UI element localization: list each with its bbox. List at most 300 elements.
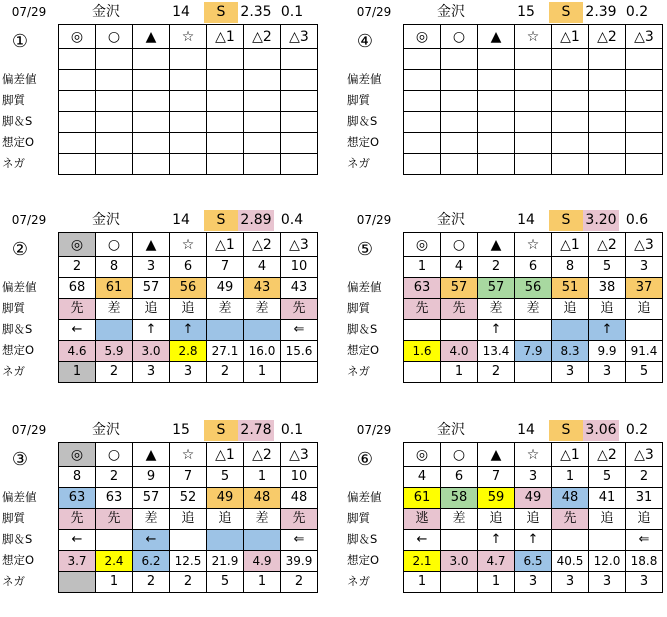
table-cell: 2 — [96, 467, 133, 488]
table-cell — [626, 70, 663, 91]
table-cell: ↑ — [133, 320, 170, 341]
table-cell: 63 — [404, 278, 441, 299]
mark-header-cell: ○ — [441, 233, 478, 257]
table-cell: 7 — [207, 257, 244, 278]
table-cell — [478, 70, 515, 91]
table-cell: 3 — [552, 362, 589, 383]
table-cell: 追 — [133, 299, 170, 320]
table-cell — [404, 133, 441, 154]
table-cell — [552, 530, 589, 551]
table-cell: 21.9 — [207, 551, 244, 572]
table-cell: 2 — [133, 572, 170, 593]
table-cell: 2 — [281, 572, 318, 593]
table-cell: 57 — [441, 278, 478, 299]
row-label: 脚＆S — [347, 114, 378, 128]
table-cell: 9 — [133, 467, 170, 488]
mark-header-cell: △2 — [244, 443, 281, 467]
table-cell: 1 — [404, 572, 441, 593]
table-cell — [441, 91, 478, 112]
table-cell — [59, 49, 96, 70]
mark-header-cell: ☆ — [170, 233, 207, 257]
table-cell: ↑ — [515, 530, 552, 551]
table-cell: 6.2 — [133, 551, 170, 572]
table-cell: ← — [59, 530, 96, 551]
table-cell — [244, 530, 281, 551]
table-cell: ← — [133, 530, 170, 551]
panel-number-mark: ② — [11, 239, 29, 260]
table-cell — [96, 49, 133, 70]
table-cell: 48 — [244, 488, 281, 509]
grade-badge: S — [204, 2, 238, 23]
mark-header-cell: ◎ — [404, 25, 441, 49]
panel-header — [345, 418, 667, 440]
table-cell: 差 — [96, 299, 133, 320]
table-cell: 49 — [207, 278, 244, 299]
table-cell: 追 — [552, 299, 589, 320]
row-label: 脚質 — [347, 93, 370, 107]
table-cell — [281, 362, 318, 383]
row-label: 偏差値 — [347, 72, 382, 86]
table-cell — [404, 154, 441, 175]
table-row — [59, 257, 318, 278]
table-cell: 27.1 — [207, 341, 244, 362]
table-cell — [626, 154, 663, 175]
table-cell — [96, 154, 133, 175]
table-cell: 39.9 — [281, 551, 318, 572]
panel-header — [0, 0, 330, 22]
table-cell — [170, 49, 207, 70]
table-cell: 8 — [59, 467, 96, 488]
table-row — [404, 299, 663, 320]
mark-header-cell: △1 — [552, 233, 589, 257]
mark-row — [404, 233, 663, 257]
table-cell — [96, 320, 133, 341]
table-cell: ← — [404, 530, 441, 551]
value-1: 2.35 — [240, 4, 272, 20]
table-cell — [244, 112, 281, 133]
mark-header-cell: △3 — [626, 443, 663, 467]
panel-header — [345, 208, 667, 230]
value-2: 0.2 — [625, 4, 649, 20]
table-cell: 8 — [96, 257, 133, 278]
table-row — [404, 320, 663, 341]
row-label: 想定O — [2, 135, 35, 149]
table-cell: 38 — [589, 278, 626, 299]
row-label: 脚質 — [347, 511, 370, 525]
table-cell: 37 — [626, 278, 663, 299]
table-cell — [207, 112, 244, 133]
panel-number-mark: ④ — [356, 31, 374, 52]
grade-badge: S — [549, 420, 583, 441]
value-2: 0.1 — [280, 422, 304, 438]
table-row — [404, 509, 663, 530]
table-cell — [626, 133, 663, 154]
table-cell: 16.0 — [244, 341, 281, 362]
table-cell — [515, 320, 552, 341]
race-number: 14 — [172, 4, 190, 20]
table-cell — [441, 49, 478, 70]
table-cell: 追 — [515, 509, 552, 530]
table-cell: 4.6 — [59, 341, 96, 362]
table-cell — [170, 133, 207, 154]
table-cell: 6 — [441, 467, 478, 488]
table-cell: 追 — [478, 509, 515, 530]
race-date: 07/29 — [11, 213, 47, 227]
race-date: 07/29 — [356, 5, 392, 19]
table-cell — [589, 70, 626, 91]
panel-number-mark: ① — [11, 31, 29, 52]
mark-row — [404, 443, 663, 467]
table-cell — [552, 49, 589, 70]
table-cell — [207, 320, 244, 341]
table-row — [59, 91, 318, 112]
table-cell: 58 — [441, 488, 478, 509]
table-cell: 2 — [207, 362, 244, 383]
value-2: 0.6 — [625, 212, 649, 228]
table-cell — [552, 70, 589, 91]
table-cell: 3.7 — [59, 551, 96, 572]
table-cell: 43 — [244, 278, 281, 299]
table-cell: 12.0 — [589, 551, 626, 572]
table-row — [59, 551, 318, 572]
row-label: 想定O — [347, 553, 380, 567]
table-cell — [478, 112, 515, 133]
track-name: 金沢 — [437, 4, 465, 20]
table-cell — [207, 91, 244, 112]
mark-header-cell: △3 — [281, 25, 318, 49]
table-cell — [281, 49, 318, 70]
table-cell: 48 — [281, 488, 318, 509]
table-row — [59, 49, 318, 70]
table-cell — [626, 91, 663, 112]
table-cell — [404, 362, 441, 383]
race-number: 14 — [517, 212, 535, 228]
table-cell: 52 — [170, 488, 207, 509]
table-cell — [59, 70, 96, 91]
table-cell — [515, 133, 552, 154]
table-cell: 57 — [133, 488, 170, 509]
table-cell: 3 — [170, 362, 207, 383]
table-row — [59, 299, 318, 320]
row-label: 偏差値 — [347, 490, 382, 504]
table-cell: 3 — [515, 467, 552, 488]
row-label: ネガ — [2, 364, 25, 378]
row-label: 脚質 — [2, 301, 25, 315]
table-cell: 5 — [207, 467, 244, 488]
table-cell — [244, 320, 281, 341]
table-cell — [244, 91, 281, 112]
value-2: 0.2 — [625, 422, 649, 438]
table-cell — [244, 70, 281, 91]
mark-row — [59, 443, 318, 467]
table-cell: 逃 — [404, 509, 441, 530]
table-cell — [207, 70, 244, 91]
mark-row — [59, 233, 318, 257]
track-name: 金沢 — [92, 212, 120, 228]
table-cell: 2 — [96, 362, 133, 383]
mark-header-cell: ○ — [441, 25, 478, 49]
mark-header-cell: ◎ — [59, 443, 96, 467]
row-label: 想定O — [347, 343, 380, 357]
table-cell: 差 — [515, 299, 552, 320]
table-cell: 2.1 — [404, 551, 441, 572]
table-cell: 2 — [59, 257, 96, 278]
table-cell: 3 — [133, 257, 170, 278]
table-cell: 1 — [59, 362, 96, 383]
table-row — [404, 70, 663, 91]
table-row — [404, 341, 663, 362]
table-cell: ⇐ — [281, 320, 318, 341]
table-cell: 1 — [96, 572, 133, 593]
table-cell: 3 — [133, 362, 170, 383]
row-label: 脚＆S — [2, 114, 33, 128]
table-cell — [96, 112, 133, 133]
table-cell — [170, 154, 207, 175]
row-label: 偏差値 — [347, 280, 382, 294]
table-cell — [170, 91, 207, 112]
table-cell: 先 — [404, 299, 441, 320]
table-row — [404, 551, 663, 572]
table-cell: 10 — [281, 257, 318, 278]
table-cell: 先 — [441, 299, 478, 320]
table-cell: 追 — [589, 299, 626, 320]
table-cell: ⇐ — [626, 530, 663, 551]
table-cell — [244, 49, 281, 70]
prediction-table — [58, 442, 318, 593]
table-row — [59, 530, 318, 551]
table-cell: 1 — [478, 572, 515, 593]
row-label: ネガ — [347, 156, 370, 170]
row-label: 偏差値 — [2, 72, 37, 86]
table-cell: 先 — [552, 509, 589, 530]
table-row — [59, 341, 318, 362]
race-date: 07/29 — [356, 213, 392, 227]
mark-header-cell: ○ — [96, 25, 133, 49]
table-cell — [404, 70, 441, 91]
table-cell — [59, 112, 96, 133]
table-cell: 5 — [589, 257, 626, 278]
mark-header-cell: △2 — [589, 443, 626, 467]
mark-header-cell: ▲ — [133, 25, 170, 49]
table-cell — [441, 320, 478, 341]
table-row — [59, 112, 318, 133]
table-cell: 6.5 — [515, 551, 552, 572]
table-cell — [552, 133, 589, 154]
table-cell: 31 — [626, 488, 663, 509]
race-panel-p1 — [0, 0, 330, 190]
table-cell: 7 — [170, 467, 207, 488]
grade-badge: S — [204, 420, 238, 441]
table-cell: 49 — [207, 488, 244, 509]
table-cell — [515, 154, 552, 175]
race-number: 15 — [517, 4, 535, 20]
table-cell: 差 — [207, 299, 244, 320]
table-cell — [589, 530, 626, 551]
table-cell: 2 — [626, 467, 663, 488]
table-cell: 6 — [515, 257, 552, 278]
table-cell — [589, 154, 626, 175]
mark-header-cell: ▲ — [478, 25, 515, 49]
mark-header-cell: ☆ — [515, 25, 552, 49]
table-cell — [478, 49, 515, 70]
table-cell: 差 — [244, 299, 281, 320]
row-label: 想定O — [2, 553, 35, 567]
table-cell: 先 — [59, 509, 96, 530]
table-cell — [589, 133, 626, 154]
table-cell: 3 — [552, 572, 589, 593]
table-cell: 1 — [244, 572, 281, 593]
table-cell: 1 — [244, 362, 281, 383]
table-row — [59, 362, 318, 383]
table-cell: 57 — [133, 278, 170, 299]
table-cell — [626, 320, 663, 341]
race-panel-p3 — [0, 418, 330, 608]
table-cell — [626, 112, 663, 133]
panel-header — [345, 0, 667, 22]
track-name: 金沢 — [437, 422, 465, 438]
mark-header-cell: ◎ — [59, 25, 96, 49]
table-cell — [281, 112, 318, 133]
table-cell: 2 — [170, 572, 207, 593]
race-panel-p6 — [345, 418, 667, 608]
table-row — [404, 154, 663, 175]
table-cell: 1 — [244, 467, 281, 488]
table-cell — [170, 530, 207, 551]
row-label: 脚＆S — [2, 322, 33, 336]
table-cell — [207, 154, 244, 175]
mark-header-cell: △3 — [626, 25, 663, 49]
table-cell: 3.0 — [441, 551, 478, 572]
table-cell: 4.7 — [478, 551, 515, 572]
table-cell: 5.9 — [96, 341, 133, 362]
prediction-table — [403, 232, 663, 383]
table-cell: 68 — [59, 278, 96, 299]
table-cell: 56 — [170, 278, 207, 299]
table-cell — [59, 154, 96, 175]
table-cell: 7.9 — [515, 341, 552, 362]
table-cell — [207, 133, 244, 154]
table-cell: ↑ — [478, 530, 515, 551]
grade-badge: S — [549, 210, 583, 231]
table-row — [59, 278, 318, 299]
table-cell: 追 — [170, 509, 207, 530]
row-label: ネガ — [2, 574, 25, 588]
value-1: 3.06 — [583, 420, 619, 441]
table-cell: 2 — [478, 362, 515, 383]
table-cell: 3 — [589, 572, 626, 593]
table-row — [404, 257, 663, 278]
table-cell — [515, 49, 552, 70]
mark-header-cell: △2 — [244, 233, 281, 257]
table-cell: ↑ — [170, 320, 207, 341]
mark-header-cell: △3 — [626, 233, 663, 257]
table-cell: 10 — [281, 467, 318, 488]
mark-header-cell: ▲ — [133, 443, 170, 467]
table-cell — [133, 133, 170, 154]
panel-header — [0, 418, 330, 440]
table-row — [59, 320, 318, 341]
table-row — [404, 362, 663, 383]
race-date: 07/29 — [11, 423, 47, 437]
race-number: 14 — [172, 212, 190, 228]
mark-header-cell: △2 — [244, 25, 281, 49]
table-cell: 先 — [59, 299, 96, 320]
value-1: 2.78 — [238, 420, 274, 441]
table-row — [404, 278, 663, 299]
row-label: 偏差値 — [2, 490, 37, 504]
table-row — [404, 530, 663, 551]
table-row — [404, 133, 663, 154]
mark-header-cell: ○ — [96, 233, 133, 257]
table-cell — [589, 112, 626, 133]
table-cell: ⇐ — [281, 530, 318, 551]
table-row — [404, 467, 663, 488]
table-cell — [552, 154, 589, 175]
table-cell — [441, 70, 478, 91]
table-cell — [589, 91, 626, 112]
table-cell: 差 — [244, 509, 281, 530]
table-cell: 追 — [207, 509, 244, 530]
row-label: ネガ — [347, 364, 370, 378]
mark-header-cell: △1 — [552, 25, 589, 49]
mark-header-cell: △3 — [281, 443, 318, 467]
mark-row — [404, 25, 663, 49]
table-cell — [552, 112, 589, 133]
table-cell: 4 — [441, 257, 478, 278]
table-cell: 8 — [552, 257, 589, 278]
table-cell: 追 — [626, 299, 663, 320]
mark-header-cell: △1 — [552, 443, 589, 467]
table-cell — [404, 91, 441, 112]
table-cell: 先 — [281, 299, 318, 320]
table-cell — [133, 154, 170, 175]
row-label: ネガ — [2, 156, 25, 170]
race-number: 15 — [172, 422, 190, 438]
table-cell — [96, 70, 133, 91]
table-row — [59, 572, 318, 593]
table-cell: ↑ — [478, 320, 515, 341]
table-cell — [441, 154, 478, 175]
row-label: 想定O — [2, 343, 35, 357]
table-cell — [441, 112, 478, 133]
race-panel-p5 — [345, 208, 667, 398]
table-cell: ↑ — [589, 320, 626, 341]
row-label: 脚質 — [2, 93, 25, 107]
panel-number-mark: ③ — [11, 449, 29, 470]
table-cell — [133, 49, 170, 70]
table-cell: 12.5 — [170, 551, 207, 572]
table-cell: 43 — [281, 278, 318, 299]
table-cell — [441, 572, 478, 593]
table-cell — [478, 133, 515, 154]
table-cell — [589, 49, 626, 70]
mark-header-cell: △2 — [589, 25, 626, 49]
table-row — [404, 112, 663, 133]
row-label: 脚質 — [2, 511, 25, 525]
table-cell: 追 — [626, 509, 663, 530]
table-cell — [96, 133, 133, 154]
table-cell: 6 — [170, 257, 207, 278]
table-cell: 1 — [404, 257, 441, 278]
table-cell: 40.5 — [552, 551, 589, 572]
table-cell — [133, 91, 170, 112]
mark-header-cell: △1 — [207, 25, 244, 49]
table-cell: 61 — [96, 278, 133, 299]
value-2: 0.1 — [280, 4, 304, 20]
mark-header-cell: △1 — [207, 443, 244, 467]
mark-header-cell: ☆ — [515, 233, 552, 257]
track-name: 金沢 — [92, 4, 120, 20]
